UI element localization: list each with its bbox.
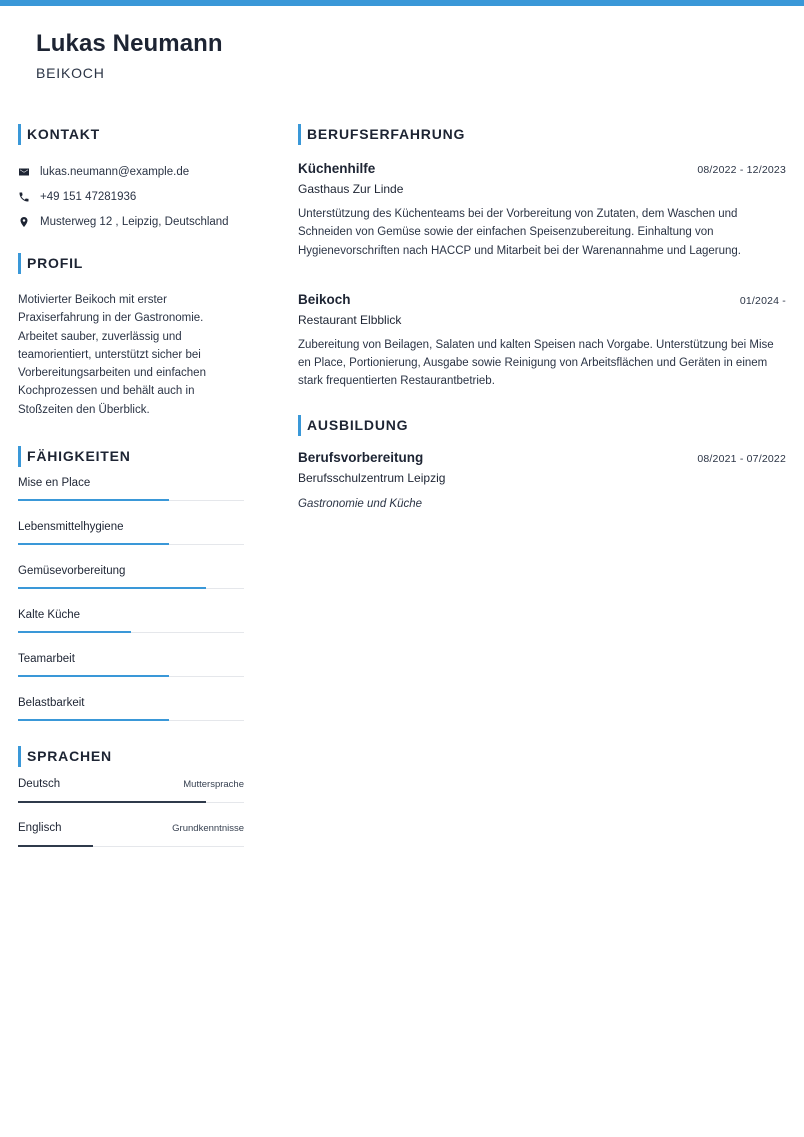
entry-date: 08/2022 - 12/2023 bbox=[697, 164, 786, 176]
education-heading: AUSBILDUNG bbox=[298, 415, 786, 436]
skill-level-bar bbox=[18, 543, 169, 545]
skill-item bbox=[18, 564, 244, 608]
language-level-bar bbox=[18, 801, 206, 803]
left-column bbox=[18, 124, 244, 866]
skill-track bbox=[18, 588, 244, 589]
skill-track bbox=[18, 632, 244, 633]
entry-title: Beikoch bbox=[298, 291, 351, 307]
language-label: Deutsch bbox=[18, 778, 61, 791]
language-track bbox=[18, 846, 244, 847]
experience-entry bbox=[298, 292, 786, 391]
skill-track bbox=[18, 544, 244, 545]
contact-phone bbox=[18, 184, 244, 209]
skill-label: Belastbarkeit bbox=[18, 697, 85, 710]
right-column bbox=[298, 124, 786, 510]
skill-level-bar bbox=[18, 675, 169, 677]
phone-icon bbox=[18, 191, 40, 203]
language-track bbox=[18, 802, 244, 803]
skills-heading: FÄHIGKEITEN bbox=[18, 446, 244, 467]
entry-organization: Berufsschulzentrum Leipzig bbox=[298, 470, 446, 485]
language-item bbox=[18, 822, 244, 866]
skill-label: Lebensmittelhygiene bbox=[18, 521, 124, 534]
profile-text: Motivierter Beikoch mit erster Praxiserfahrung in der Gastronomie. Arbeitet sauber, zuverlässig und teamorientiert, unterstützt sicher bei Vorbereitungsarbeiten und einfachen Kochprozessen und behält auch in Stoßzeiten den Überblick. bbox=[18, 294, 206, 416]
skill-label: Teamarbeit bbox=[18, 653, 75, 666]
resume-header bbox=[36, 30, 223, 81]
language-level-text: Grundkenntnisse bbox=[172, 823, 244, 835]
skill-level-bar bbox=[18, 499, 169, 501]
entry-note: Gastronomie und Küche bbox=[298, 497, 423, 510]
job-title: BEIKOCH bbox=[36, 65, 105, 81]
entry-date: 08/2021 - 07/2022 bbox=[697, 452, 786, 465]
entry-date: 01/2024 - bbox=[739, 294, 786, 307]
experience-entry bbox=[298, 161, 786, 260]
skill-level-bar bbox=[18, 719, 169, 721]
skill-track bbox=[18, 676, 244, 677]
email-icon bbox=[18, 166, 40, 178]
skill-item bbox=[18, 696, 244, 740]
skill-item bbox=[18, 520, 244, 564]
languages-heading: SPRACHEN bbox=[18, 746, 244, 767]
skill-item bbox=[18, 652, 244, 696]
contact-address-text: Musterweg 12 , Leipzig, Deutschland bbox=[40, 215, 229, 228]
languages-list bbox=[18, 778, 244, 866]
entry-organization: Gasthaus Zur Linde bbox=[298, 182, 404, 196]
entry-title: Berufsvorbereitung bbox=[298, 449, 424, 465]
skill-item bbox=[18, 608, 244, 652]
skills-list bbox=[18, 476, 244, 740]
contact-phone-text[interactable]: +49 151 47281936 bbox=[40, 190, 137, 203]
skill-item bbox=[18, 476, 244, 520]
contact-address bbox=[18, 209, 244, 234]
skill-level-bar bbox=[18, 631, 131, 633]
skill-track bbox=[18, 500, 244, 501]
language-item bbox=[18, 778, 244, 822]
skill-label: Mise en Place bbox=[18, 477, 91, 490]
person-name: Lukas Neumann bbox=[36, 30, 223, 57]
contact-heading: KONTAKT bbox=[18, 124, 244, 145]
contact-email bbox=[18, 159, 244, 184]
contact-email-text[interactable]: lukas.neumann@example.de bbox=[40, 165, 190, 178]
language-level-bar bbox=[18, 845, 93, 847]
skill-label: Gemüsevorbereitung bbox=[18, 565, 126, 578]
skill-track bbox=[18, 720, 244, 721]
language-level-text: Muttersprache bbox=[183, 779, 244, 791]
profile-heading: PROFIL bbox=[18, 253, 244, 274]
entry-description: Unterstützung des Küchenteams bei der Vorbereitung von Zutaten, dem Waschen und Schneiden von Gemüse sowie der einfachen Speisenzubereitung. Einhaltung von Hygienevorschriften nach HACCP und Mitarbeit bei der Warenannahme und Lagerung. bbox=[298, 208, 742, 257]
top-accent-bar bbox=[0, 0, 804, 6]
entry-description: Zubereitung von Beilagen, Salaten und kalten Speisen nach Vorgabe. Unterstützung bei Mise en Place, Portionierung, Ausgabe sowie Reinigung von Arbeitsflächen und Geräten in einem stark frequentierten Restaurantbetrieb. bbox=[298, 338, 774, 388]
language-label: Englisch bbox=[18, 822, 62, 835]
location-pin-icon bbox=[18, 216, 40, 228]
contact-list bbox=[18, 159, 244, 234]
entry-title: Küchenhilfe bbox=[298, 161, 376, 176]
entry-organization: Restaurant Elbblick bbox=[298, 312, 402, 327]
experience-heading: BERUFSERFAHRUNG bbox=[298, 124, 786, 145]
skill-label: Kalte Küche bbox=[18, 609, 81, 622]
skill-level-bar bbox=[18, 587, 206, 589]
education-entry bbox=[298, 450, 786, 510]
